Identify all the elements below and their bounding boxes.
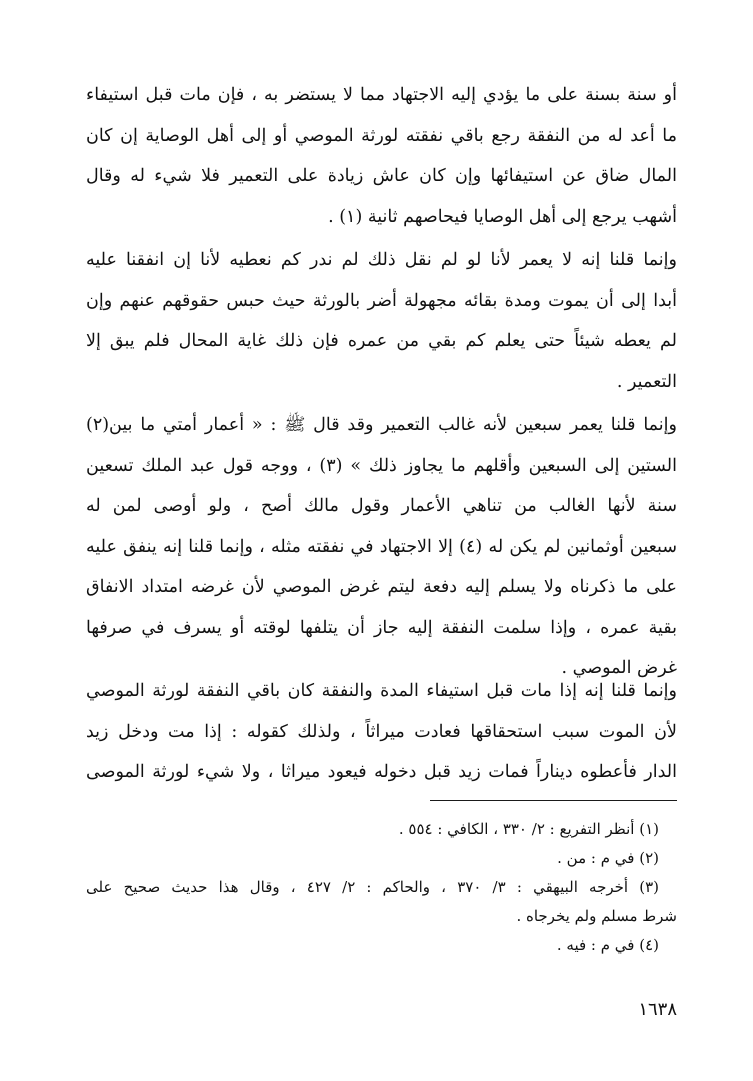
text-line: وإنما قلنا إنه لا يعمر لأنا لو لم نقل ذلك لم ندر كم نعطيه لأنا إن انفقنا عليه [86, 250, 677, 270]
text-line: أبدا إلى أن يموت ومدة بقائه مجهولة أضر بالورثة حيث حبس حقوقهم عنهم وإن [86, 290, 677, 311]
paragraph-3 [86, 405, 677, 689]
text-line: ما أعد له من النفقة رجع باقي نفقته لورثة الموصي أو إلى أهل الوصاية إن كان [86, 125, 677, 146]
text-line: المال ضاق عن استيفائها وإن كان عاش زيادة على التعمير فلا شيء له وقال [86, 166, 677, 186]
text-line: لأن الموت سبب استحقاقها فعادت ميراثاً ، ولذلك كقوله : إذا مت ودخل زيد [86, 721, 677, 742]
text-line: الستين إلى السبعين وأقلهم ما يجاوز ذلك » (٣) ، ووجه قول عبد الملك تسعين [86, 455, 677, 476]
paragraph-1 [86, 75, 677, 237]
paragraph-2 [86, 240, 677, 402]
book-page [86, 0, 677, 1081]
text-line: الدار فأعطوه ديناراً فمات زيد قبل دخوله فيعود ميراثا ، ولا شيء لورثة الموصى [86, 762, 677, 782]
text-line: على ما ذكرناه ولا يسلم إليه دفعة ليتم غرض الموصي لأن غرضه امتداد الانفاق [86, 577, 677, 597]
footnote-1: (١) أنظر التفريع : ٢/ ٣٣٠ ، الكافي : ٥٥٤ . [398, 820, 659, 838]
text-line: وإنما قلنا يعمر سبعين لأنه غالب التعمير وقد قال ﷺ : « أعمار أمتي ما بين(٢) [86, 415, 677, 435]
footnotes [86, 815, 677, 960]
footnote-3-continued: شرط مسلم ولم يخرجاه . [516, 907, 677, 925]
text-line: لم يعطه شيئاً حتى يعلم كم بقي من عمره فإن ذلك غاية المحال فلم يبق إلا [86, 331, 677, 351]
text-line: سنة لأنها الغالب من تناهي الأعمار وقول مالك أصح ، ولو أوصى لمن له [86, 496, 677, 516]
paragraph-4 [86, 671, 677, 793]
footnote-2: (٢) في م : من . [557, 849, 659, 867]
text-line: أشهب يرجع إلى أهل الوصايا فيحاصهم ثانية (١) . [328, 206, 677, 227]
text-line: سبعين أوثمانين لم يكن له (٤) إلا الاجتهاد في نفقته مثله ، وإنما قلنا إنه ينفق عليه [86, 536, 677, 557]
text-line: غرض الموصي . [561, 658, 677, 678]
footnote-4: (٤) في م : فيه . [556, 936, 659, 954]
text-line: وإنما قلنا إنه إذا مات قبل استيفاء المدة والنفقة كان باقي النفقة لورثة الموصي [86, 681, 677, 701]
text-line: التعمير . [616, 371, 677, 392]
footnote-3: (٣) أخرجه البيهقي : ٣/ ٣٧٠ ، والحاكم : ٢/ ٤٢٧ ، وقال هذا حديث صحيح على [86, 878, 660, 896]
page-number: ١٦٣٨ [638, 999, 677, 1020]
text-line: أو سنة بسنة على ما يؤدي إليه الاجتهاد مما لا يستضر به ، فإن مات قبل استيفاء [86, 85, 677, 105]
footnote-divider [430, 800, 677, 801]
text-line: بقية عمره ، وإذا سلمت النفقة إليه جاز أن يتلفها لوقته أو يسرف في صرفها [86, 617, 677, 638]
